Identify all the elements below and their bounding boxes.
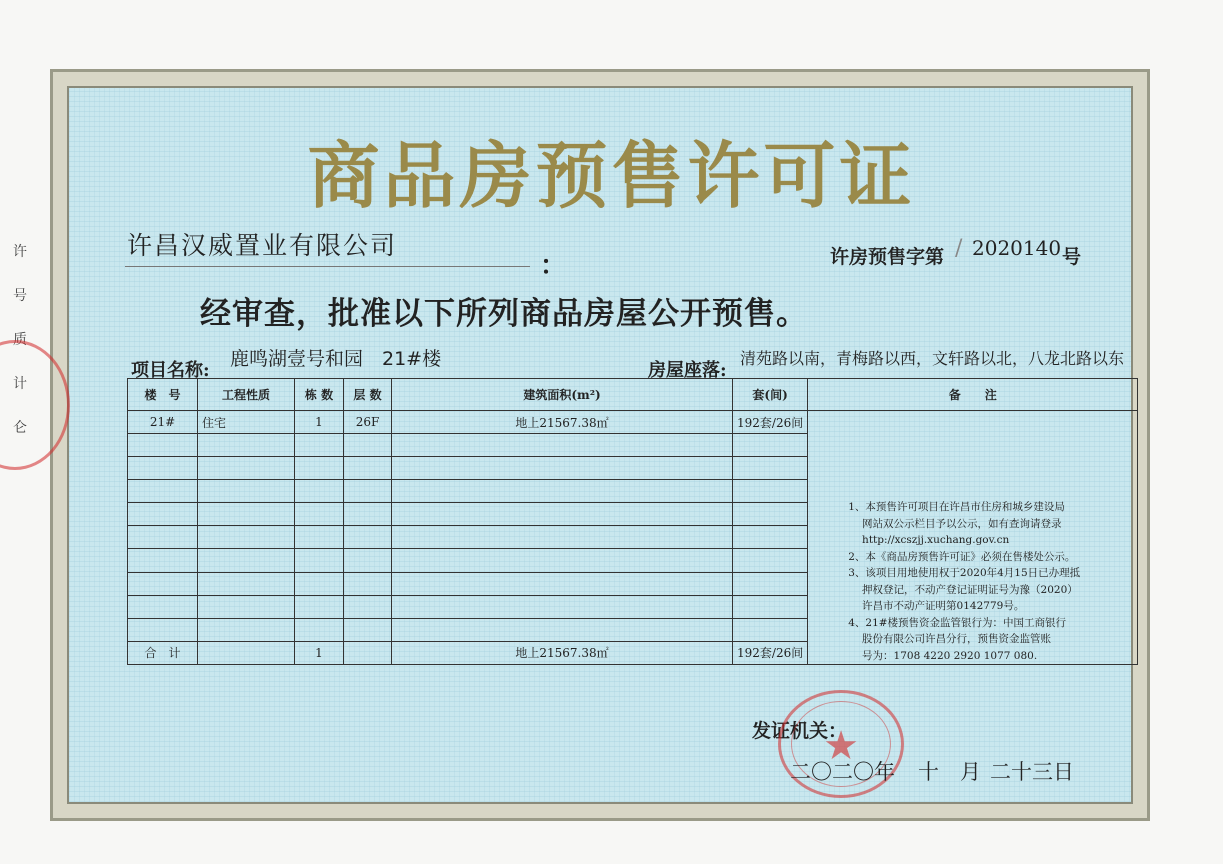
note-line: 4、21#楼预售资金监管银行为：中国工商银行	[848, 616, 1067, 629]
cell-nature: 住宅	[198, 411, 295, 434]
margin-char: 许	[13, 244, 27, 260]
permit-number: 2020140	[972, 236, 1062, 260]
table-header-row	[128, 379, 1138, 411]
permit-slash: /	[955, 236, 963, 261]
approval-statement: 经审查，批准以下所列商品房屋公开预售。	[200, 296, 808, 332]
issue-month: 十 月	[918, 760, 981, 784]
header-count: 栋 数	[295, 379, 344, 411]
margin-char: 计	[13, 376, 27, 392]
margin-char: 号	[13, 288, 27, 304]
cell-area: 地上21567.38㎡	[392, 411, 733, 434]
permit-label: 许房预售字第	[830, 246, 945, 268]
location-value: 清苑路以南，青梅路以西，文轩路以北，八龙北路以东	[740, 349, 1125, 368]
header-area: 建筑面积(m²)	[392, 379, 733, 411]
certificate-title: 商品房预售许可证	[307, 133, 916, 218]
note-line: 1、本预售许可项目在许昌市住房和城乡建设局	[848, 501, 1065, 513]
total-area: 地上21567.38㎡	[392, 641, 733, 664]
total-units: 192套/26间	[733, 641, 808, 664]
permit-suffix: 号	[1062, 246, 1082, 268]
project-label: 项目名称:	[131, 360, 210, 381]
cell-count: 1	[295, 411, 344, 434]
note-line: 3、该项目用地使用权于2020年4月15日已办理抵	[848, 567, 1081, 579]
issue-year: 二〇二〇年	[790, 760, 895, 784]
note-line: 号为：1708 4220 2920 1077 080.	[848, 649, 1038, 662]
margin-char: 质	[13, 332, 27, 348]
note-line: 许昌市不动产证明第0142779号。	[848, 600, 1025, 612]
header-nature: 工程性质	[198, 379, 295, 411]
note-line: 股份有限公司许昌分行，预售资金监管账	[848, 633, 1052, 645]
project-name: 鹿鸣湖壹号和园 21#楼	[230, 348, 442, 370]
header-building: 楼 号	[128, 379, 198, 411]
issuer-label: 发证机关：	[752, 720, 848, 742]
remarks-notes	[808, 411, 1138, 665]
note-line: 2、本《商品房预售许可证》必须在售楼处公示。	[848, 550, 1076, 563]
company-underline	[125, 266, 530, 267]
star-icon: ★	[823, 723, 859, 769]
cell-building: 21#	[128, 411, 198, 434]
company-colon: ：	[540, 251, 567, 281]
total-label: 合 计	[128, 641, 198, 664]
header-floors: 层 数	[344, 379, 392, 411]
issue-day: 二十三日	[990, 760, 1074, 784]
presale-table	[127, 378, 1138, 665]
cell-units: 192套/26间	[733, 411, 808, 434]
margin-char: 仑	[13, 420, 27, 436]
note-line: 网站双公示栏目予以公示，如有查询请登录	[848, 517, 1062, 530]
location-label: 房屋座落:	[648, 360, 727, 381]
table-row	[128, 411, 1138, 434]
header-units: 套(间)	[733, 379, 808, 411]
note-line: http://xcszjj.xuchang.gov.cn	[848, 534, 1010, 546]
total-count: 1	[295, 641, 344, 664]
company-name: 许昌汉威置业有限公司	[127, 231, 398, 260]
header-remarks: 备 注	[808, 379, 1138, 411]
cell-floors: 26F	[344, 411, 392, 434]
note-line: 押权登记，不动产登记证明证号为豫（2020）	[848, 583, 1078, 596]
